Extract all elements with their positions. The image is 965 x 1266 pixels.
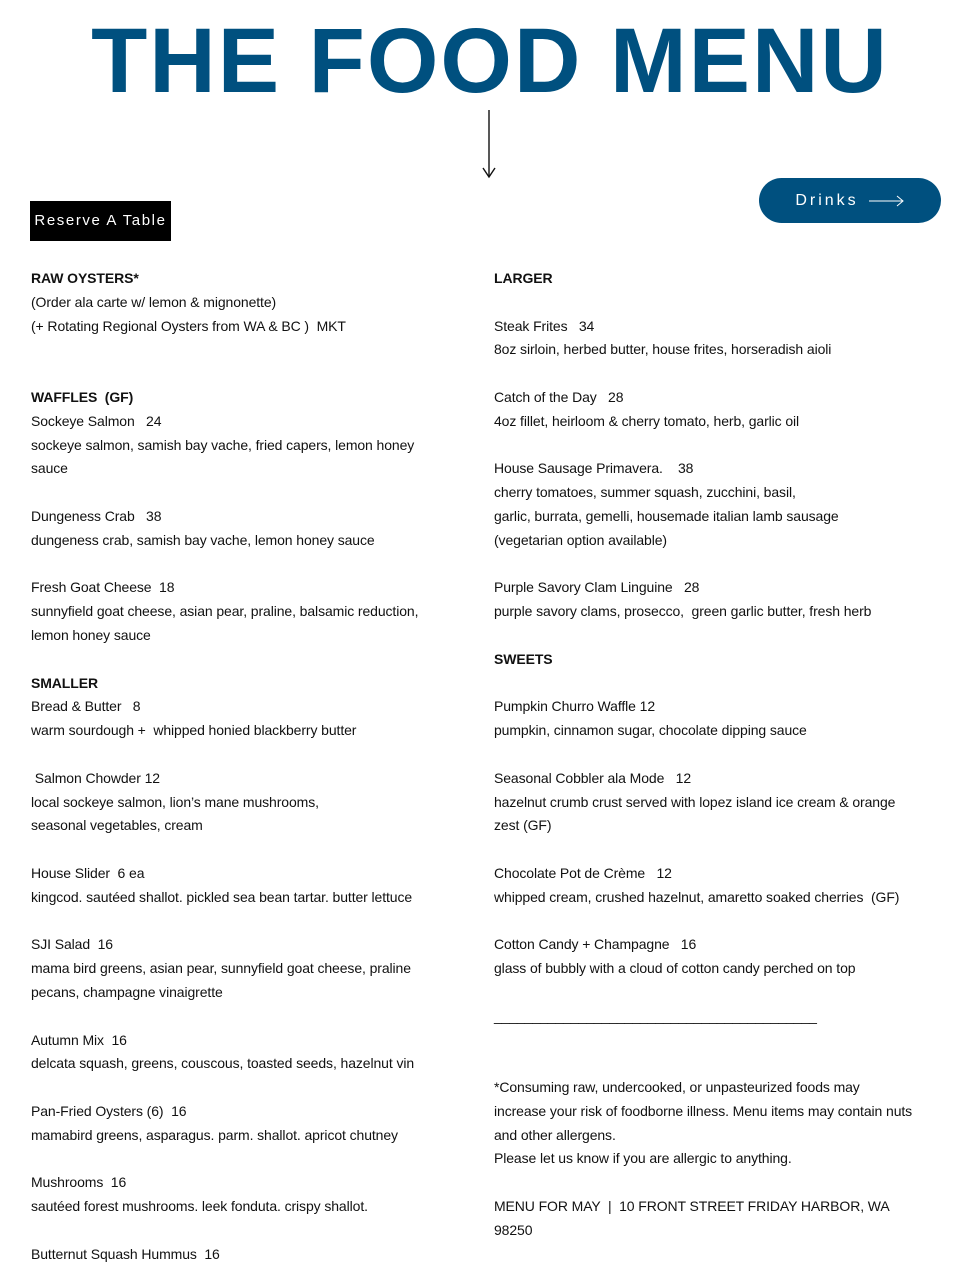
menu-line: (+ Rotating Regional Oysters from WA & BC ) MKT bbox=[31, 317, 346, 334]
menu-line: House Sausage Primavera. 38 bbox=[494, 460, 694, 477]
menu-line: mama bird greens, asian pear, sunnyfield goat cheese, praline pecans, champagne vinaigrette bbox=[31, 960, 415, 1000]
spacer bbox=[494, 553, 914, 577]
spacer bbox=[31, 1219, 451, 1243]
spacer bbox=[494, 434, 914, 458]
menu-line: warm sourdough + whipped honied blackberry butter bbox=[31, 722, 357, 739]
menu-line: Salmon Chowder 12 bbox=[31, 769, 160, 786]
spacer bbox=[494, 981, 914, 1005]
menu-left-column bbox=[31, 267, 451, 1266]
menu-line: Mushrooms 16 bbox=[31, 1174, 127, 1191]
menu-line: MENU FOR MAY | 10 FRONT STREET FRIDAY HARBOR, WA 98250 bbox=[494, 1198, 893, 1238]
section-heading: WAFFLES (GF) bbox=[31, 388, 134, 405]
menu-line: Pumpkin Churro Waffle 12 bbox=[494, 698, 656, 715]
menu-line: dungeness crab, samish bay vache, lemon honey sauce bbox=[31, 531, 375, 548]
menu-line: pumpkin, cinnamon sugar, chocolate dipping sauce bbox=[494, 722, 807, 739]
reserve-table-button[interactable]: Reserve A Table bbox=[30, 201, 171, 241]
menu-line: (vegetarian option available) bbox=[494, 531, 667, 548]
menu-line: SJI Salad 16 bbox=[31, 936, 113, 953]
section-heading: LARGER bbox=[494, 270, 553, 286]
spacer bbox=[494, 1052, 914, 1076]
spacer bbox=[31, 1076, 451, 1100]
menu-line: Seasonal Cobbler ala Mode 12 bbox=[494, 769, 692, 786]
section-heading: SWEETS bbox=[494, 650, 553, 667]
menu-line: __________________________________________ bbox=[494, 1007, 817, 1024]
spacer bbox=[31, 553, 451, 577]
menu-line: hazelnut crumb crust served with lopez island ice cream & orange zest (GF) bbox=[494, 793, 900, 834]
menu-line: Sockeye Salmon 24 bbox=[31, 412, 162, 429]
spacer bbox=[494, 672, 914, 696]
spacer bbox=[494, 624, 914, 648]
menu-line: Chocolate Pot de Crème 12 bbox=[494, 864, 672, 881]
menu-line: delcata squash, greens, couscous, toasted seeds, hazelnut vin bbox=[31, 1055, 415, 1072]
menu-line: purple savory clams, prosecco, green garlic butter, fresh herb bbox=[494, 603, 872, 620]
menu-line: Cotton Candy + Champagne 16 bbox=[494, 936, 697, 953]
menu-line: Pan-Fried Oysters (6) 16 bbox=[31, 1102, 187, 1119]
menu-line: Bread & Butter 8 bbox=[31, 698, 141, 715]
section-heading: SMALLER bbox=[31, 674, 98, 691]
page-title: THE FOOD MENU bbox=[91, 10, 889, 112]
spacer bbox=[494, 362, 914, 386]
spacer bbox=[31, 648, 451, 672]
menu-line: whipped cream, crushed hazelnut, amaretto soaked cherries (GF) bbox=[494, 888, 900, 905]
menu-line: cherry tomatoes, summer squash, zucchini, basil, bbox=[494, 484, 796, 501]
spacer bbox=[31, 481, 451, 505]
menu-line: Dungeness Crab 38 bbox=[31, 507, 162, 524]
menu-line: 8oz sirloin, herbed butter, house frites, horseradish aioli bbox=[494, 341, 832, 358]
section-heading: RAW OYSTERS* bbox=[31, 270, 139, 286]
menu-line: Steak Frites 34 bbox=[494, 317, 595, 334]
menu-line: (Order ala carte w/ lemon & mignonette) bbox=[31, 293, 277, 310]
menu-line: kingcod. sautéed shallot. pickled sea bean tartar. butter lettuce bbox=[31, 888, 413, 905]
drinks-button[interactable] bbox=[759, 178, 941, 223]
spacer bbox=[494, 1171, 914, 1195]
spacer bbox=[494, 743, 914, 767]
drinks-button-label: Drinks bbox=[795, 191, 859, 209]
menu-line: sautéed forest mushrooms. leek fonduta. crispy shallot. bbox=[31, 1198, 368, 1215]
menu-line: seasonal vegetables, cream bbox=[31, 817, 203, 834]
arrow-down-icon bbox=[478, 110, 500, 180]
menu-line: Please let us know if you are allergic to anything. bbox=[494, 1150, 792, 1167]
menu-line: glass of bubbly with a cloud of cotton candy perched on top bbox=[494, 960, 856, 977]
spacer bbox=[31, 1147, 451, 1171]
spacer bbox=[31, 1005, 451, 1029]
menu-line: mamabird greens, asparagus. parm. shallot. apricot chutney bbox=[31, 1126, 398, 1143]
spacer bbox=[494, 910, 914, 934]
menu-line: House Slider 6 ea bbox=[31, 864, 145, 881]
spacer bbox=[494, 1029, 914, 1053]
menu-line: garlic, burrata, gemelli, housemade italian lamb sausage bbox=[494, 507, 839, 524]
menu-line: *Consuming raw, undercooked, or unpasteurized foods may increase your risk of foodborne illness. Menu items may contain nuts and other allergens. bbox=[494, 1079, 916, 1143]
menu-line: Butternut Squash Hummus 16 bbox=[31, 1245, 220, 1262]
spacer bbox=[494, 291, 914, 315]
menu-line: Purple Savory Clam Linguine 28 bbox=[494, 579, 700, 596]
arrow-right-icon bbox=[869, 195, 905, 207]
spacer bbox=[494, 838, 914, 862]
menu-line: 4oz fillet, heirloom & cherry tomato, herb, garlic oil bbox=[494, 412, 800, 429]
menu-line: Autumn Mix 16 bbox=[31, 1031, 127, 1048]
spacer bbox=[31, 838, 451, 862]
menu-line: local sockeye salmon, lion’s mane mushrooms, bbox=[31, 793, 319, 810]
spacer bbox=[31, 362, 451, 386]
spacer bbox=[31, 910, 451, 934]
menu-line: sunnyfield goat cheese, asian pear, praline, balsamic reduction, lemon honey sauce bbox=[31, 603, 423, 643]
spacer bbox=[31, 743, 451, 767]
menu-right-column bbox=[494, 267, 914, 1243]
menu-line: sockeye salmon, samish bay vache, fried capers, lemon honey sauce bbox=[31, 436, 418, 477]
menu-line: Catch of the Day 28 bbox=[494, 388, 624, 405]
menu-line: Fresh Goat Cheese 18 bbox=[31, 579, 175, 596]
spacer bbox=[31, 338, 451, 362]
